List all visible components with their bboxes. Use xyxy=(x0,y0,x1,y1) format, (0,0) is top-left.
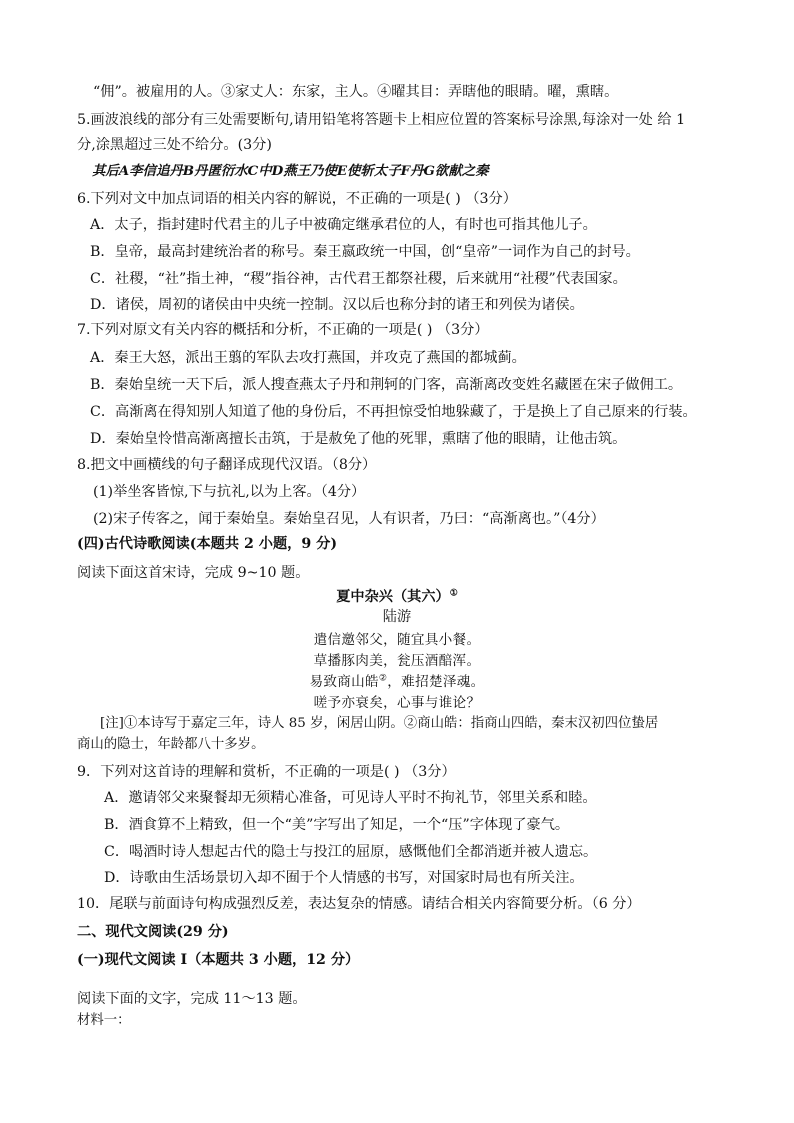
poem-note-cont: 商山的隐士，年龄都八十多岁。 xyxy=(77,737,265,752)
footnote-marker: ② xyxy=(378,673,388,684)
q7-option-b: B．秦始皇统一天下后，派人搜查燕太子丹和荆轲的门客，高渐离改变姓名藏匿在宋子做佣工。 xyxy=(90,377,683,393)
subsection-heading: (一)现代文阅读 I（本题共 3 小题，12 分） xyxy=(77,952,360,968)
question-5: 5.画波浪线的部分有三处需要断句,请用铅笔将答题卡上相应位置的答案标号涂黑,每涂对一处 给 1 xyxy=(77,112,686,128)
q8-sub-2: (2)宋子传客之，闻于秦始皇。秦始皇召见，人有识者，乃曰：“高渐离也。”（4分） xyxy=(93,511,605,527)
section-heading-modern: 二、现代文阅读(29 分) xyxy=(77,924,229,940)
poem-line-1: 遣信邀邻父，随宜具小餐。 xyxy=(313,632,481,648)
poetry-instruction: 阅读下面这首宋诗，完成 9~10 题。 xyxy=(77,565,310,581)
q7-option-c: C．高渐离在得知别人知道了他的身份后，不再担惊受怕地躲藏了，于是换上了自己原来的行装。 xyxy=(90,404,697,420)
q6-option-a: A．太子，指封建时代君主的儿子中被确定继承君位的人，有时也可指其他儿子。 xyxy=(90,217,597,233)
q6-option-b: B．皇帝，最高封建统治者的称号。秦王嬴政统一中国，创“皇帝”一词作为自己的封号。 xyxy=(90,244,640,260)
poem-line-2: 草播豚肉美，瓮压酒醅浑。 xyxy=(313,653,481,669)
q8-sub-1: (1)举坐客皆惊,下与抗礼,以为上客。（4分） xyxy=(93,484,366,500)
question-7: 7.下列对原文有关内容的概括和分析，不正确的一项是( ) （3分） xyxy=(77,322,489,338)
q9-option-a: A．邀请邻父来聚餐却无须精心准备，可见诗人平时不拘礼节，邻里关系和睦。 xyxy=(104,790,597,806)
q9-option-d: D．诗歌由生活场景切入却不囿于个人情感的书写，对国家时局也有所关注。 xyxy=(104,870,584,886)
q6-option-d: D．诸侯，周初的诸侯由中央统一控制。汉以后也称分封的诸王和列侯为诸侯。 xyxy=(90,297,584,313)
poem-note: [注]①本诗写于嘉定三年，诗人 85 岁，闲居山阴。②商山皓：指商山四皓，秦末汉初四位蛰居 xyxy=(100,716,659,731)
question-5-cont: 分,涂黑超过三处不给分。(3分) xyxy=(77,137,272,153)
footnote-marker: ① xyxy=(449,588,458,599)
q7-option-a: A．秦王大怒，派出王翦的军队去攻打燕国，并攻克了燕国的都城蓟。 xyxy=(90,350,526,366)
q7-option-d: D．秦始皇怜惜高渐离擅长击筑，于是赦免了他的死罪，熏瞎了他的眼睛，让他击筑。 xyxy=(90,431,627,447)
annotation-line: “佣”。被雇用的人。③家丈人：东家，主人。④曜其目：弄瞎他的眼睛。曜，熏瞎。 xyxy=(93,84,619,100)
material-label: 材料一： xyxy=(77,1013,131,1028)
q6-option-c: C．社稷，“社”指土神，“稷”指谷神，古代君王都祭社稷，后来就用“社稷”代表国家。 xyxy=(90,271,627,287)
wavy-line-passage: 其后A李信追丹B丹匿衍水C中D燕王乃使E使斩太子F丹G欲献之秦 xyxy=(92,163,489,179)
poem-author: 陆游 xyxy=(382,609,412,625)
question-6: 6.下列对文中加点词语的相关内容的解说，不正确的一项是( ) （3分） xyxy=(77,191,517,207)
reading-instruction: 阅读下面的文字，完成 11～13 题。 xyxy=(77,991,307,1007)
question-10: 10．尾联与前面诗句构成强烈反差，表达复杂的情感。请结合相关内容简要分析。（6 分） xyxy=(77,896,641,912)
poem-line-4: 嗟予亦衰矣，心事与谁论？ xyxy=(313,695,481,711)
question-9: 9．下列对这首诗的理解和赏析，不正确的一项是( ) （3分） xyxy=(77,764,456,780)
poem-line-3: 易致商山皓②，难招楚泽魂。 xyxy=(309,673,485,690)
q9-option-b: B．酒食算不上精致，但一个“美”字写出了知足，一个“压”字体现了豪气。 xyxy=(104,817,570,833)
section-heading-poetry: (四)古代诗歌阅读(本题共 2 小题，9 分) xyxy=(77,536,338,552)
question-8: 8.把文中画横线的句子翻译成现代汉语。（8分） xyxy=(77,457,377,473)
poem-title: 夏中杂兴（其六）① xyxy=(336,588,458,605)
q9-option-c: C．喝酒时诗人想起古代的隐士与投江的屈原，感慨他们全都消逝并被人遗忘。 xyxy=(104,844,598,860)
